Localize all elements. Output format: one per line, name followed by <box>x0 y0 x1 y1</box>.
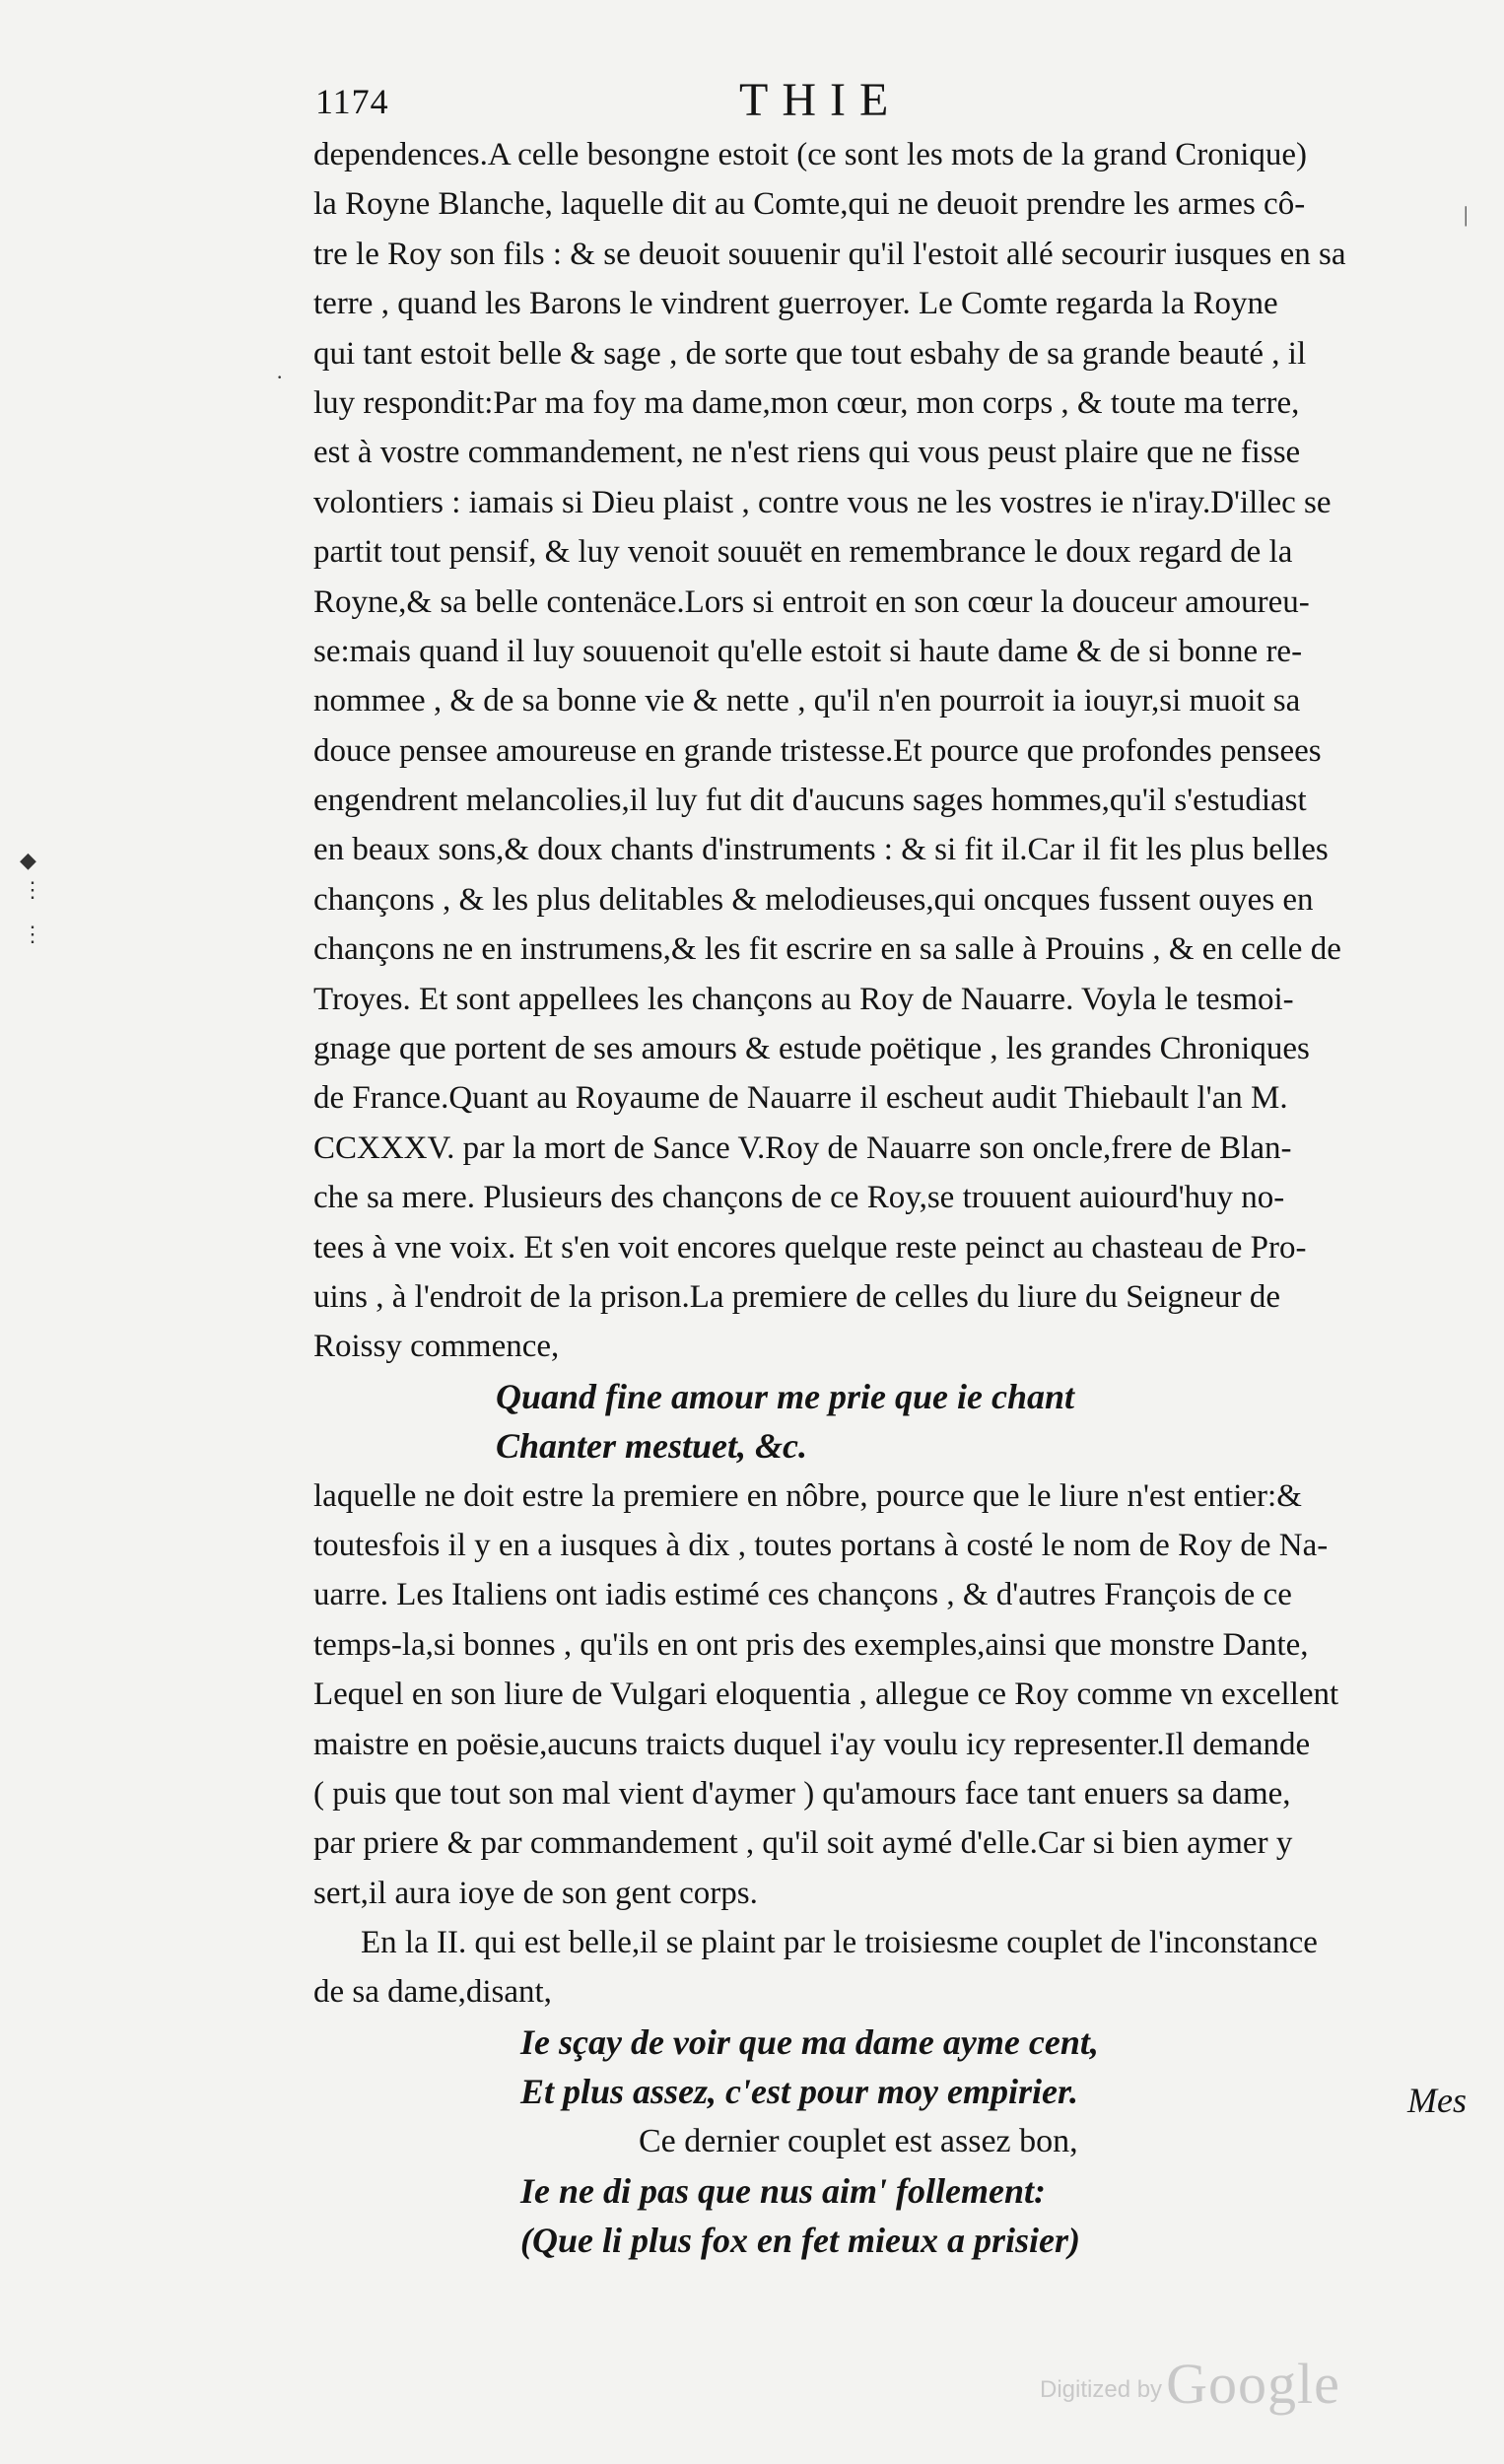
text-line: par priere & par commandement , qu'il soit aymé d'elle.Car si bien aymer y <box>313 1825 1293 1862</box>
text-line: douce pensee amoureuse en grande tristesse.Et pource que profondes pensees <box>313 732 1322 769</box>
text-line: engendrent melancolies,il luy fut dit d'aucuns sages hommes,qu'il s'estudiast <box>313 783 1307 819</box>
text-line: maistre en poësie,aucuns traicts duquel i'ay voulu icy representer.Il demande <box>313 1726 1311 1762</box>
catchword: Mes <box>1407 2081 1467 2120</box>
margin-mark: · <box>276 365 284 389</box>
text-line: la Royne Blanche, laquelle dit au Comte,qui ne deuoit prendre les armes cô- <box>313 186 1306 223</box>
verse-line: (Que li plus fox en fet mieux a prisier) <box>520 2221 1080 2261</box>
google-watermark <box>1040 2351 1340 2417</box>
margin-mark: ⋮ <box>22 877 43 902</box>
text-line: volontiers : iamais si Dieu plaist , contre vous ne les vostres ie n'iray.D'illec se <box>313 484 1332 520</box>
text-line: CCXXXV. par la mort de Sance V.Roy de Nauarre son oncle,frere de Blan- <box>313 1129 1292 1166</box>
verse-line: Chanter mestuet, &c. <box>496 1426 808 1467</box>
verse-line: Et plus assez, c'est pour moy empirier. <box>520 2072 1079 2112</box>
text-line: Ce dernier couplet est assez bon, <box>639 2122 1078 2159</box>
text-line: terre , quand les Barons le vindrent guerroyer. Le Comte regarda la Royne <box>313 286 1278 322</box>
text-line: uarre. Les Italiens ont iadis estimé ces chançons , & d'autres François de ce <box>313 1577 1292 1613</box>
text-line: tre le Roy son fils : & se deuoit souuenir qu'il l'estoit allé secourir iusques en sa <box>313 236 1346 272</box>
main-text <box>313 130 1471 2266</box>
page-header <box>315 73 1183 132</box>
text-line: tees à vne voix. Et s'en voit encores quelque reste peinct au chasteau de Pro- <box>313 1229 1307 1266</box>
text-line: chançons , & les plus delitables & melodieuses,qui oncques fussent ouyes en <box>313 881 1314 918</box>
text-line: luy respondit:Par ma foy ma dame,mon cœur, mon corps , & toute ma terre, <box>313 384 1300 421</box>
text-line: de France.Quant au Royaume de Nauarre il escheut audit Thiebault l'an M. <box>313 1080 1288 1117</box>
text-line: sert,il aura ioye de son gent corps. <box>313 1875 758 1911</box>
text-line: uins , à l'endroit de la prison.La premiere de celles du liure du Seigneur de <box>313 1278 1280 1315</box>
margin-mark: ◆ <box>20 848 36 872</box>
text-line: Lequel en son liure de Vulgari eloquentia , allegue ce Roy comme vn excellent <box>313 1677 1339 1713</box>
text-line: chançons ne en instrumens,& les fit escrire en sa salle à Prouins , & en celle de <box>313 931 1341 968</box>
text-line: de sa dame,disant, <box>313 1974 552 2011</box>
running-head: THIE <box>739 74 903 126</box>
text-line: En la II. qui est belle,il se plaint par le troisiesme couplet de l'inconstance <box>361 1925 1318 1961</box>
text-line: se:mais quand il luy souuenoit qu'elle estoit si haute dame & de si bonne re- <box>313 633 1303 669</box>
verse-line: Ie sçay de voir que ma dame ayme cent, <box>520 2021 1099 2062</box>
watermark-prefix: Digitized by <box>1040 2376 1163 2403</box>
google-logo: Google <box>1166 2352 1340 2416</box>
text-line: est à vostre commandement, ne n'est riens qui vous peust plaire que ne fisse <box>313 435 1301 471</box>
text-line: gnage que portent de ses amours & estude poëtique , les grandes Chroniques <box>313 1031 1310 1067</box>
text-line: dependences.A celle besongne estoit (ce sont les mots de la grand Cronique) <box>313 137 1308 172</box>
text-line: laquelle ne doit estre la premiere en nôbre, pource que le liure n'est entier:& <box>313 1477 1302 1514</box>
text-line: Roissy commence, <box>313 1329 560 1365</box>
text-line: Royne,& sa belle contenäce.Lors si entroit en son cœur la douceur amoureu- <box>313 583 1310 620</box>
text-line: en beaux sons,& doux chants d'instruments : & si fit il.Car il fit les plus belles <box>313 832 1329 868</box>
text-line: temps-la,si bonnes , qu'ils en ont pris des exemples,ainsi que monstre Dante, <box>313 1626 1309 1663</box>
text-line: ( puis que tout son mal vient d'aymer ) qu'amours face tant enuers sa dame, <box>313 1775 1291 1812</box>
text-line: toutesfois il y en a iusques à dix , toutes portans à costé le nom de Roy de Na- <box>313 1527 1329 1563</box>
text-line: Troyes. Et sont appellees les chançons au Roy de Nauarre. Voyla le tesmoi- <box>313 981 1294 1017</box>
page-number: 1174 <box>315 82 389 121</box>
verse-line: Quand fine amour me prie que ie chant <box>496 1376 1075 1416</box>
text-line: partit tout pensif, & luy venoit souuët en remembrance le doux regard de la <box>313 534 1293 571</box>
text-line: che sa mere. Plusieurs des chançons de ce Roy,se trouuent auiourd'huy no- <box>313 1180 1285 1216</box>
verse-line: Ie ne di pas que nus aim' follement: <box>520 2171 1047 2212</box>
text-line: qui tant estoit belle & sage , de sorte que tout esbahy de sa grande beauté , il <box>313 335 1307 372</box>
margin-mark: | <box>1464 202 1469 227</box>
margin-mark: ⋮ <box>22 922 43 946</box>
text-line: nommee , & de sa bonne vie & nette , qu'il n'en pourroit ia iouyr,si muoit sa <box>313 683 1301 719</box>
